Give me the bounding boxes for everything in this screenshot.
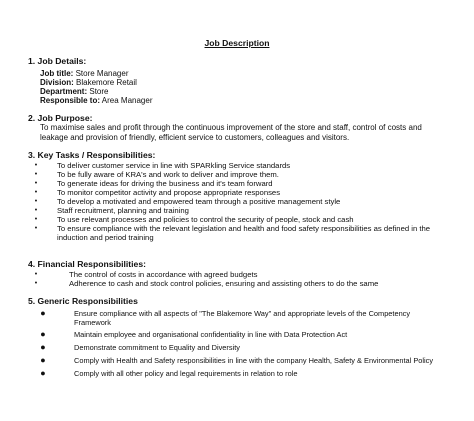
job-purpose-heading: 2. Job Purpose: bbox=[28, 113, 93, 123]
list-item: ● Comply with all other policy and legal requirements in relation to role bbox=[74, 370, 434, 379]
department-value: Store bbox=[89, 87, 109, 96]
list-item: • To be fully aware of KRA's and work to deliver and improve them. bbox=[57, 170, 457, 179]
list-item: • To use relevant processes and policies to control the security of people, stock and cash bbox=[57, 215, 457, 224]
job-details-heading: 1. Job Details: bbox=[28, 56, 87, 66]
bullet-icon: • bbox=[34, 280, 38, 287]
list-item: ● Maintain employee and organisational confidentiality in line with Data Protection Act bbox=[74, 331, 434, 340]
list-item: • To generate ideas for driving the business and it's team forward bbox=[57, 179, 457, 188]
list-item: ● Demonstrate commitment to Equality and Diversity bbox=[74, 344, 434, 353]
bullet-icon: ● bbox=[40, 329, 46, 339]
list-item: • Staff recruitment, planning and training bbox=[57, 206, 457, 215]
responsible-line bbox=[40, 96, 153, 106]
bullet-icon: • bbox=[34, 171, 38, 178]
job-purpose-text: To maximise sales and profit through the continuous improvement of the store and staff, control of costs and leakage and provision of friendly, efficient service to customers, colleagues and visitors. bbox=[40, 123, 422, 142]
division-label: Division: bbox=[40, 78, 74, 87]
bullet-icon: • bbox=[34, 207, 38, 214]
job-title-value: Store Manager bbox=[75, 69, 129, 78]
list-item: • To develop a motivated and empowered team through a positive management style bbox=[57, 197, 457, 206]
bullet-icon: • bbox=[34, 225, 38, 232]
financial-heading: 4. Financial Responsibilities: bbox=[28, 259, 146, 269]
document-title: Job Description bbox=[204, 38, 270, 48]
bullet-icon: • bbox=[34, 162, 38, 169]
bullet-icon: • bbox=[34, 180, 38, 187]
bullet-icon: • bbox=[34, 189, 38, 196]
list-item: • The control of costs in accordance with agreed budgets bbox=[57, 270, 457, 279]
bullet-icon: • bbox=[34, 216, 38, 223]
department-label: Department: bbox=[40, 87, 88, 96]
bullet-icon: • bbox=[34, 271, 38, 278]
key-tasks-heading: 3. Key Tasks / Responsibilities: bbox=[28, 150, 156, 160]
list-item: ● Ensure compliance with all aspects of "The Blakemore Way" and appropriate levels of the Competency Framework bbox=[74, 310, 434, 328]
list-item: ● Comply with Health and Safety responsibilities in line with the company Health, Safety & Environmental Policy bbox=[74, 357, 434, 366]
bullet-icon: • bbox=[34, 198, 38, 205]
list-item: • Adherence to cash and stock control policies, ensuring and assisting others to do the same bbox=[57, 279, 457, 288]
list-item: • To monitor competitor activity and propose appropriate responses bbox=[57, 188, 457, 197]
list-item: • To deliver customer service in line with SPARkling Service standards bbox=[57, 161, 457, 170]
list-item: • To ensure compliance with the relevant legislation and health and food safety responsibilities as defined in the induction and period training bbox=[57, 224, 457, 243]
job-title-label: Job title: bbox=[40, 69, 74, 78]
bullet-icon: ● bbox=[40, 355, 46, 365]
bullet-icon: ● bbox=[40, 308, 46, 318]
bullet-icon: ● bbox=[40, 342, 46, 352]
generic-heading: 5. Generic Responsibilities bbox=[28, 296, 138, 306]
bullet-icon: ● bbox=[40, 368, 46, 378]
division-value: Blakemore Retail bbox=[76, 78, 137, 87]
responsible-label: Responsible to: bbox=[40, 96, 101, 105]
responsible-value: Area Manager bbox=[101, 96, 153, 105]
